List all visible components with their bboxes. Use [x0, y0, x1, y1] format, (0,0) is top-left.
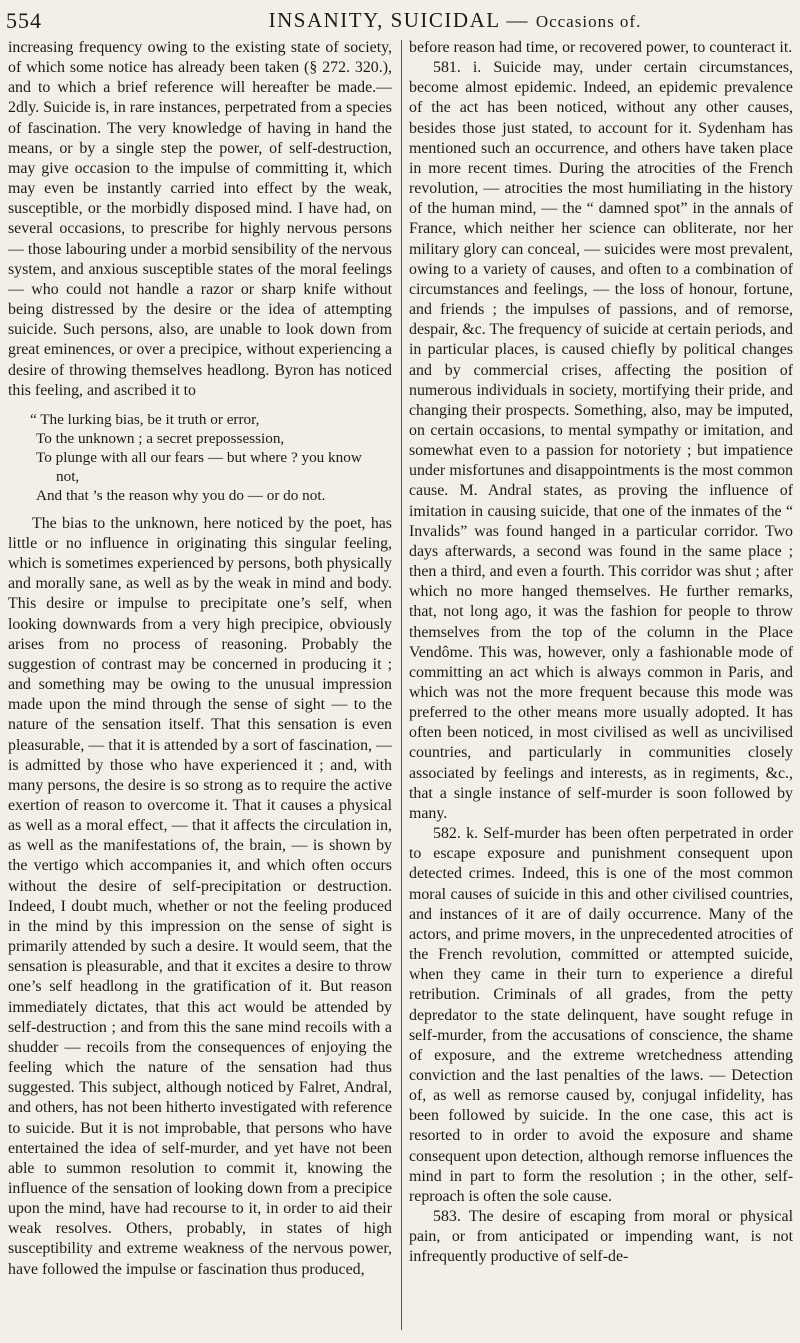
right-paragraph-1: before reason had time, or recovered power, to counteract it. — [409, 39, 793, 56]
poem-line-1: “ The lurking bias, be it truth or error, — [30, 410, 260, 428]
left-paragraph-2: The bias to the unknown, here noticed by the poet, has little or no influence in originating this singular feeling, which is sometimes experienced by persons, both physically and morally sane, as well as by the weak in mind and body. This desire or impulse to precipitate one’s self, when looking downwards from a very high precipice, obviously arises from no process of reasoning. Probably the suggestion of contrast may be concerned in producing it ; and something may be owing to the unusual impression made upon the mind through the sense of sight — to the nature of the sensation itself. That this sensation is even pleasurable, — that it is attended by a sort of fascination, — is admitted by those who have experienced it ; and, with many persons, the desire is so strong as to require the active exertion of reason to overcome it. That it causes a physical as well as a moral effect, — that it affects the circulation in, as well as the manifestations of, the brain, — is shown by the vertigo which accompanies it, and which often occurs without the desire of self-precipitation or destruction. Indeed, I doubt much, whether or not the feeling produced in the mind by this impression on the sense of sight is primarily attended by such a desire. It would seem, that the sensation is pleasurable, and that it excites a desire to throw one’s self headlong in the gratification of it. But reason immediately dictates, that this act would be attended by self-destruction ; and from this the sane mind recoils with a shudder — recoils from the consequences of enjoying the feeling which the nature of the sensation had thus suggested. This subject, although noticed by Falret, Andral, and others, has not been hitherto investigated with reference to suicide. But it is not improbable, that persons who have entertained the idea of self-murder, and yet have not been able to summon resolution to commit it, knowing the influence of the sensation of looking down from a precipice upon the mind, have had recourse to it, in order to aid their weak resolves. Others, probably, in states of high susceptibility and extreme weakness of the nervous power, have followed the impulse or fascination thus produced, — [8, 514, 392, 1278]
page-header — [6, 6, 794, 36]
poem-line-2: To the unknown ; a secret prepossession, — [36, 429, 285, 447]
running-head — [116, 8, 794, 33]
poem-line-3: To plunge with all our fears — but where ? you know — [36, 448, 362, 466]
left-paragraph-1: increasing frequency owing to the existing state of society, of which some notice has already been taken (§ 272. 320.), and to which a brief reference will hereafter be made.—2dly. Suicide is, in rare instances, perpetrated from a species of fascination. The very knowledge of having in hand the means, or by a single step the power, of self-destruction, may give occasion to the impulse of committing it, which may even be instantly carried into effect by the weak, susceptible, or the morbidly disposed mind. I have had, on several occasions, to prescribe for highly nervous persons — those labouring under a morbid sensibility of the nervous system, and anxious susceptible states of the moral feelings — who could not handle a razor or sharp knife without being distressed by the desire or the idea of attempting suicide. Such persons, also, are unable to look down from great eminences, or over a precipice, without experiencing a desire of throwing themselves headlong. Byron has noticed this feeling, and ascribed it to — [8, 39, 392, 399]
right-column — [409, 38, 793, 1334]
section-582: 582. k. Self-murder has been often perpetrated in order to escape exposure and punishment consequent upon detected crimes. Indeed, this is one of the most common moral causes of suicide in this and other civilised countries, and instances of it are of daily occurrence. Many of the actors, and prime movers, in the unprecedented atrocities of the French revolution, committed or attempted suicide, when they came in their turn to experience a direful retribution. Criminals of all grades, from the petty depredator to the state delinquent, have sought refuge in self-murder, from the accusations of conscience, the shame of exposure, and the extreme wretchedness attending conviction and the last penalties of the laws. — Detection of, as well as remorse caused by, conjugal infidelity, has been followed by suicide. In the one case, this act is resorted to in order to avoid the exposure and shame consequent upon detection, although remorse influences the mind in part to form the resolution ; in the other, self-reproach is often the sole cause. — [409, 825, 793, 1205]
poem-line-5: And that ’s the reason why you do — or do not. — [36, 486, 326, 504]
left-column — [8, 38, 392, 1334]
running-head-main: INSANITY, SUICIDAL — — [268, 8, 536, 32]
column-divider — [401, 40, 402, 1330]
byron-quotation — [30, 410, 392, 505]
poem-line-4: not, — [56, 467, 80, 485]
section-581: 581. i. Suicide may, under certain circumstances, become almost epidemic. Indeed, an epidemic prevalence of the act has been noticed, without any other causes, besides those just stated, to account for it. Sydenham has mentioned such an occurrence, and others have taken place in more recent times. During the atrocities of the French revolution, — atrocities the most humiliating in the history of the human mind, — the “ damned spot” in the annals of France, which neither her science can obliterate, nor her military glory can conceal, — suicides were most prevalent, owing to a variety of causes, and often to a combination of circumstances and feelings, — the loss of honour, fortune, and friends ; the impulses of passions, and of remorse, despair, &c. The frequency of suicide at certain periods, and in particular places, is caused chiefly by political changes and by commercial crises, affecting the position of numerous individuals in society, mortifying their pride, and changing their prospects. Something, also, may be imputed, on certain occasions, to mental sympathy or imitation, and somewhat even to a passion for notoriety ; but impatience under misfortunes and disappointments is the most common cause. M. Andral states, as proving the influence of imitation in causing suicide, that one of the inmates of the “ Invalids” was found hanged in a particular corridor. Two days afterwards, a second was found in the same place ; then a third, and even a fourth. This corridor was shut ; after which no more hanged themselves. He further remarks, that, not long ago, it was the fashion for people to throw themselves from the top of the column in the Place Vendôme. This was, however, only a fashionable mode of committing an act which is always common in Paris, and which was not the more frequent because this mode was preferred to the other means more usually adopted. It has often been noticed, in most civilised as well as uncivilised countries, and particularly in communities closely associated by feelings and interests, as in regiments, &c., that a single instance of self-murder is soon followed by many. — [409, 59, 793, 822]
running-head-small: Occasions of. — [535, 12, 642, 31]
page-number: 554 — [6, 8, 42, 33]
section-583: 583. The desire of escaping from moral or physical pain, or from anticipated or impending want, is not infrequently productive of self-de- — [409, 1208, 793, 1266]
